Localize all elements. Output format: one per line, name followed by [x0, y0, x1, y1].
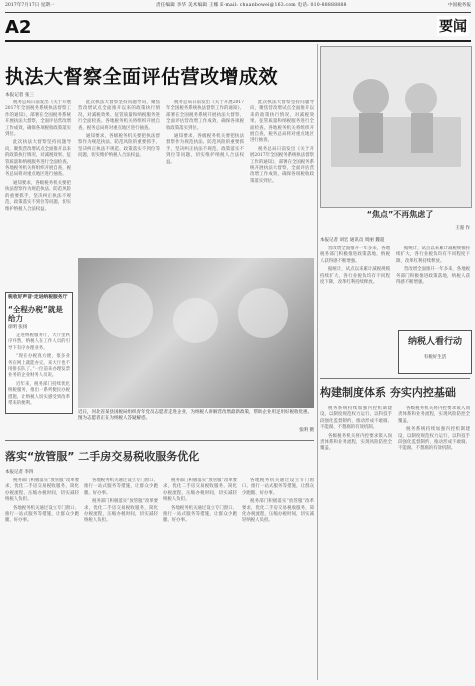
bottom-left-byline: 本报记者 李四	[5, 470, 34, 475]
column-divider	[317, 44, 318, 680]
lead-paragraph: 此次执法大督察坚持问题导向，聚焦营改增试点全面推开以来的政策执行情况，对减税效果、征管质量和纳税服务进行全面检查。各地税务机关将组织开展自查，税务总局将对重点地区进行抽查。	[5, 140, 71, 178]
lead-paragraph: 通知要求，各级税务机关要把执法督察作为规范执法、防范风险的重要抓手，坚决纠正执法不规范、政策落实不到位等问题，切实维护纳税人合法权益。	[78, 134, 160, 159]
bottom-right-paragraph: 税务系统持续加强内控机制建设，以制度规范权力运行，以科技手段强化监督制约，推动形成不敢腐、不能腐、不想腐的有效机制。	[320, 406, 392, 431]
bottom-right-headline: 构建制度体系 夯实内控基础	[320, 386, 456, 399]
news-photo	[78, 258, 314, 408]
lead-paragraph: 税务总局日前发出《关于开展2017年全国税务系统执法督察工作的通知》，部署在全国税务系统开展执法大督察，全面评估营改增工作成效，确保各项税收政策落实到位。	[5, 100, 71, 138]
mid-column-2	[396, 246, 470, 326]
bottom-right-column-2	[398, 406, 470, 680]
mid-paragraph: 营改增全面推开一年多来，各地税务部门积极推进政策落地，纳税人获得感不断增强。	[320, 246, 390, 264]
lead-column-1	[5, 100, 71, 290]
sidebar-paragraph: 走进纳税服务厅，大厅里秩序井然，纳税人在工作人员的引导下有序办理业务。	[8, 333, 70, 351]
bottom-left-column-1	[5, 478, 79, 680]
issue-date: 2017年7月17日 星期一	[5, 3, 55, 8]
photo-credit: 张明 摄	[299, 428, 314, 433]
bottom-left-column-2	[84, 478, 158, 680]
divider-line	[5, 440, 314, 441]
cartoon-drawing-icon	[321, 47, 471, 177]
sidebar-paragraph: “现在办税真方便，很多业务在网上就能办完，来大厅也不用排长队了。”一位前来办理发票业务的企业财务人员说。	[8, 354, 70, 379]
cartoon-caption: “焦点”不再焦虑了	[366, 210, 434, 219]
bottom-left-paragraph: 税务部门积极落实“放管服”改革要求，优化二手房交易税收服务，简化办税流程，压缩办税时间，切实减轻纳税人负担。	[163, 478, 237, 503]
ad-box	[398, 330, 472, 374]
lead-paragraph: 通知要求，各级税务机关要把执法督察作为规范执法、防范风险的重要抓手，坚决纠正执法不规范、政策落实不到位等问题，切实维护纳税人合法权益。	[166, 134, 244, 165]
sidebar-byline: 徐明 张扬	[8, 325, 28, 330]
cartoon-illustration	[320, 46, 472, 208]
bottom-left-headline: 落实“放管服” 二手房交易税收服务优化	[5, 450, 200, 463]
bottom-right-paragraph: 各级税务机关将内控要求嵌入岗责体系和业务流程，实现风险防控全覆盖。	[320, 433, 392, 452]
bottom-left-column-4	[242, 478, 314, 680]
lead-paragraph: 通知要求，各级税务机关要把执法督察作为规范执法、防范风险的重要抓手，坚决纠正执法不规范、政策落实不到位等问题，切实维护纳税人合法权益。	[5, 180, 71, 212]
paper-name: 中国税务报	[448, 3, 471, 8]
lead-column-3	[166, 100, 244, 250]
sidebar-title: “全程办税”就是给力	[8, 305, 63, 323]
section-code: A2	[5, 17, 32, 38]
mid-paragraph: 据统计，试点以来累计减税规模持续扩大，各行业税负均有不同程度下降，改革红利持续释放。	[396, 246, 470, 264]
lead-byline: 本报记者 张三	[5, 93, 35, 98]
mid-byline: 本报记者 刘宏 通讯员 周丽 魏超	[320, 238, 385, 243]
editor-credits: 责任编辑 李华 美术编辑 王娜 E-mail: chuanbowei@163.com 电话: 010-88888888	[155, 3, 347, 8]
section-name: 要闻	[437, 16, 469, 36]
bottom-left-column-3	[163, 478, 237, 680]
bottom-left-paragraph: 各地税务机关通过设立专门窗口、推行一站式服务等措施，让群众少跑腿、好办事。	[84, 478, 158, 496]
bottom-left-paragraph: 税务部门积极落实“放管服”改革要求，优化二手房交易税收服务，简化办税流程，压缩办税时间，切实减轻纳税人负担。	[242, 499, 314, 524]
photo-figure-icon	[98, 283, 153, 338]
photo-figure-icon	[238, 288, 288, 338]
lead-paragraph: 此次执法大督察坚持问题导向，聚焦营改增试点全面推开以来的政策执行情况，对减税效果、征管质量和纳税服务进行全面检查。各地税务机关将组织开展自查，税务总局将对重点地区进行抽查。	[250, 100, 314, 144]
sidebar-kicker: 税收好声音·走进纳税服务厅	[8, 295, 68, 300]
lead-paragraph: 税务总局日前发出《关于开展2017年全国税务系统执法督察工作的通知》，部署在全国税务系统开展执法大督察，全面评估营改增工作成效，确保各项税收政策落实到位。	[250, 146, 314, 184]
ad-slogan: 纳税人看行动	[407, 337, 462, 347]
bottom-left-paragraph: 各地税务机关通过设立专门窗口、推行一站式服务等措施，让群众少跑腿、好办事。	[163, 505, 237, 524]
bottom-right-paragraph: 各级税务机关将内控要求嵌入岗责体系和业务流程，实现风险防控全覆盖。	[398, 406, 470, 424]
photo-caption: 近日，河北省某县国税局组织青年党员志愿者走进企业，为纳税人讲解营改增最新政策，帮助企业用足用好税收优惠。图为志愿者正在为纳税人答疑解惑。	[78, 410, 312, 421]
sidebar-paragraph: 近年来，税务部门持续优化纳税服务，推出一系列便民办税措施，让纳税人切实感受到改革带来的便利。	[8, 381, 70, 407]
mid-paragraph: 营改增全面推开一年多来，各地税务部门积极推进政策落地，纳税人获得感不断增强。	[396, 267, 470, 286]
lead-paragraph: 此次执法大督察坚持问题导向，聚焦营改增试点全面推开以来的政策执行情况，对减税效果、征管质量和纳税服务进行全面检查。各地税务机关将组织开展自查，税务总局将对重点地区进行抽查。	[78, 100, 160, 131]
lead-column-4	[250, 100, 314, 250]
sidebar-text	[8, 333, 70, 411]
sidebar-box	[5, 292, 73, 414]
divider-line	[320, 378, 470, 379]
bottom-left-paragraph: 税务部门积极落实“放管服”改革要求，优化二手房交易税收服务，简化办税流程，压缩办税时间，切实减轻纳税人负担。	[84, 499, 158, 524]
mid-column-1	[320, 246, 390, 374]
masthead-bar	[5, 0, 471, 13]
cartoon-author: 王漫 作	[455, 226, 470, 231]
bottom-left-paragraph: 各地税务机关通过设立专门窗口、推行一站式服务等措施，让群众少跑腿、好办事。	[5, 505, 79, 524]
mid-paragraph: 据统计，试点以来累计减税规模持续扩大，各行业税负均有不同程度下降，改革红利持续释放。	[320, 267, 390, 286]
bottom-left-paragraph: 税务部门积极落实“放管服”改革要求，优化二手房交易税收服务，简化办税流程，压缩办税时间，切实减轻纳税人负担。	[5, 478, 79, 503]
bottom-right-column-1	[320, 406, 392, 680]
bottom-left-paragraph: 各地税务机关通过设立专门窗口、推行一站式服务等措施，让群众少跑腿、好办事。	[242, 478, 314, 496]
ad-subline: 有税好生活	[423, 355, 447, 360]
section-divider	[5, 40, 471, 42]
photo-figure-icon	[173, 298, 218, 343]
lead-paragraph: 税务总局日前发出《关于开展2017年全国税务系统执法督察工作的通知》，部署在全国税务系统开展执法大督察，全面评估营改增工作成效，确保各项税收政策落实到位。	[166, 100, 244, 131]
lead-headline: 执法大督察全面评估营改增成效	[5, 66, 279, 88]
lead-column-2	[78, 100, 160, 250]
bottom-right-paragraph: 税务系统持续加强内控机制建设，以制度规范权力运行，以科技手段强化监督制约，推动形成不敢腐、不能腐、不想腐的有效机制。	[398, 427, 470, 452]
